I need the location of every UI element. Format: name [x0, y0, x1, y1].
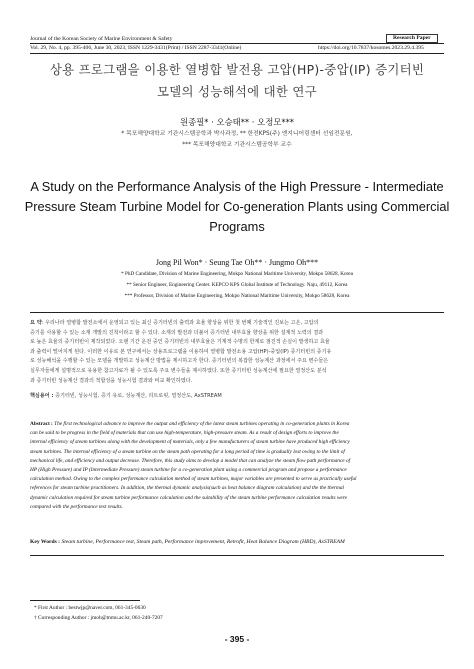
abstract-english-line: steam turbines. The internal efficiency of a steam turbine on the steam path operating for a long period of time is gradually lost owing to the limit of — [30, 448, 345, 455]
abstract-english-label: Abstract : — [30, 421, 53, 427]
abstract-english-line: calculation method. Owing to the complex performance calculation method of steam turbines, major variables are presented to serve as practically useful — [30, 476, 357, 483]
abstract-english-line: compared with the performance test results. — [30, 503, 123, 510]
title-english-line3: Programs — [209, 219, 265, 234]
abstract-english-line: HP (High Pressure) and IP (Intermediate Pressure) steam turbine for a co-generation plant using a commercial program and propose a performance — [30, 467, 347, 474]
affiliation-korean-1: * 목포해양대학교 기관시스템공학과 박사과정, ** 한전KPS(주) 엔지니어링센터 선임전문원, — [121, 131, 353, 137]
doi-link[interactable]: https://doi.org/10.7837/kosomes.2023.29.4.395 — [318, 45, 424, 51]
abstract-english-line: mechanical life, and efficiency and output decrease. Therefore, this study aims to develop a model that can analyze the steam flow path performance of — [30, 457, 351, 464]
authors-korean: 원종필* · 오승태** · 오정모*** — [180, 117, 294, 127]
page-number: - 395 - — [224, 634, 250, 644]
abstract-english-line: references for steam turbine practitioners. In addition, the thermal dynamic analysis(such as heat balance diagram calculation) and the the thermal — [30, 485, 344, 492]
keywords-korean-label: 핵심용어 : — [30, 393, 54, 399]
abstract-korean-line: 과 증기터빈 성능계산 결과의 적합성을 성능시험 결과와 비교 확인하였다. — [30, 377, 193, 384]
abstract-korean-line: 과 출력이 떨어지게 된다. 이러한 이유로 본 연구에서는 상용프로그램을 이용하여 열병합 발전소용 고압(HP)-중압(IP) 증기터빈의 증기유 — [30, 348, 332, 355]
abstract-korean-label: 요 약 — [30, 320, 42, 326]
abstract-rule — [30, 312, 444, 313]
footnote-first-author: * First Author : bestwjp@naver.com, 061-345-0630 — [34, 605, 146, 611]
keywords-korean — [30, 392, 444, 402]
journal-name: Journal of the Korean Society of Marine Environment & Safety — [30, 36, 173, 42]
abstract-korean-line: 로 높은 효율의 증기터빈이 제작되었다. 오랜 기간 운전 중인 증기터빈의 내부효율은 기계적 수명의 한계로 점진적 손실이 발생하고 효율 — [30, 339, 330, 346]
abstract-english — [30, 420, 444, 512]
header-rule-bottom — [30, 53, 444, 54]
abstract-korean-line: 증기를 사용할 수 있는 소재 개발의 진척이라고 할 수 있다. 소재의 발전과 더불어 증기터빈 내부효율 향상을 위한 설계적 노력의 결과 — [30, 329, 324, 336]
title-english-line1: A Study on the Performance Analysis of the High Pressure - Intermediate — [30, 179, 444, 194]
authors-english: Jong Pil Won* · Seung Tae Oh** · Jungmo Oh*** — [155, 258, 319, 267]
abstract-english-line: Abstract : The first technological advance to improve the output and efficiency of the latest steam turbines operating in co-generation plants in Korea — [30, 421, 350, 427]
abstract-english-line: internal efficiency of steam turbines along with the development of materials, only a few manufacturers of steam turbine have produced high efficiency — [30, 439, 350, 446]
title-korean-line1: 상용 프로그램을 이용한 열병합 발전용 고압(HP)-중압(IP) 증기터빈 — [49, 62, 425, 77]
abstract-korean-line: 실무자들에게 설명적으로 유용한 참고자료가 될 수 있도록 주요 변수들을 제시하였다. 또한 증기터빈 성능계산에 필요한 열정산도 분석 — [30, 367, 327, 374]
keywords-english-text: Steam turbine, Performance test, Steam path, Performance improvement, Retrofit, Heat Balance Diagram (HBD), AxSTREAM — [61, 539, 345, 545]
abstract-korean — [30, 319, 444, 386]
abstract-english-line: can be said to be progress in the field of materials that can use high-temperature, high-pressure steam. As a result of design efforts to improve the — [30, 430, 339, 437]
affiliation-english-2: ** Senior Engineer, Engineering Center. KEPCO KPS Global Institute of Technology. Naju, 49112, Korea — [126, 282, 348, 288]
keywords-english-label: Key Words : — [30, 539, 61, 545]
affiliation-english-3: *** Professor, Division of Marine Engineering, Mokpo National Maritime University, Mokpo 58628, Korea — [124, 293, 350, 299]
volume-info: Vol. 29, No. 4, pp. 395-406, June 30, 2023, ISSN 1229-3431(Print) / ISSN 2287-3341(Online) — [30, 45, 242, 51]
abstract-english-line: dynamic calculation required for steam turbine performance calculation and the suitability of the steam turbine performance calculation results were — [30, 494, 347, 501]
footnote-corresponding-author: † Corresponding Author : jmoh@mmu.ac.kr, 061-240-7207 — [34, 615, 163, 621]
header-rule-top — [30, 43, 444, 44]
affiliation-english-1: * PhD Candidate, Division of Marine Engineering, Mokpo National Maritime University, Mokpo 58628, Korea — [121, 271, 353, 277]
title-korean-line2: 모델의 성능해석에 대한 연구 — [157, 84, 317, 99]
abstract-korean-line: 로 성능해석을 수행할 수 있는 모델을 개발하고 성능계산 방법을 제시하고자 한다. 증기터빈의 복잡한 성능계산 과정에서 주요 변수들은 — [30, 358, 329, 365]
keywords-korean-text: 증기터빈, 성능시험, 증기 유로, 성능계산, 리트로핏, 열정산도, AxSTREAM — [55, 393, 222, 399]
abstract-end-rule — [30, 555, 444, 556]
abstract-korean-line: 요 약: 우리나라 열병합 발전소에서 운영되고 있는 최신 증기터빈의 출력과 효율 향상을 위한 첫 번째 기술적인 진보는 고온, 고압의 — [30, 320, 319, 326]
affiliation-korean-2: *** 목포해양대학교 기관시스템공학부 교수 — [182, 142, 292, 148]
keywords-english — [30, 538, 444, 546]
footnote-rule — [30, 600, 140, 601]
research-paper-badge: Research Paper — [386, 34, 438, 43]
title-english-line2: Pressure Steam Turbine Model for Co-generation Plants using Commercial — [24, 199, 450, 214]
